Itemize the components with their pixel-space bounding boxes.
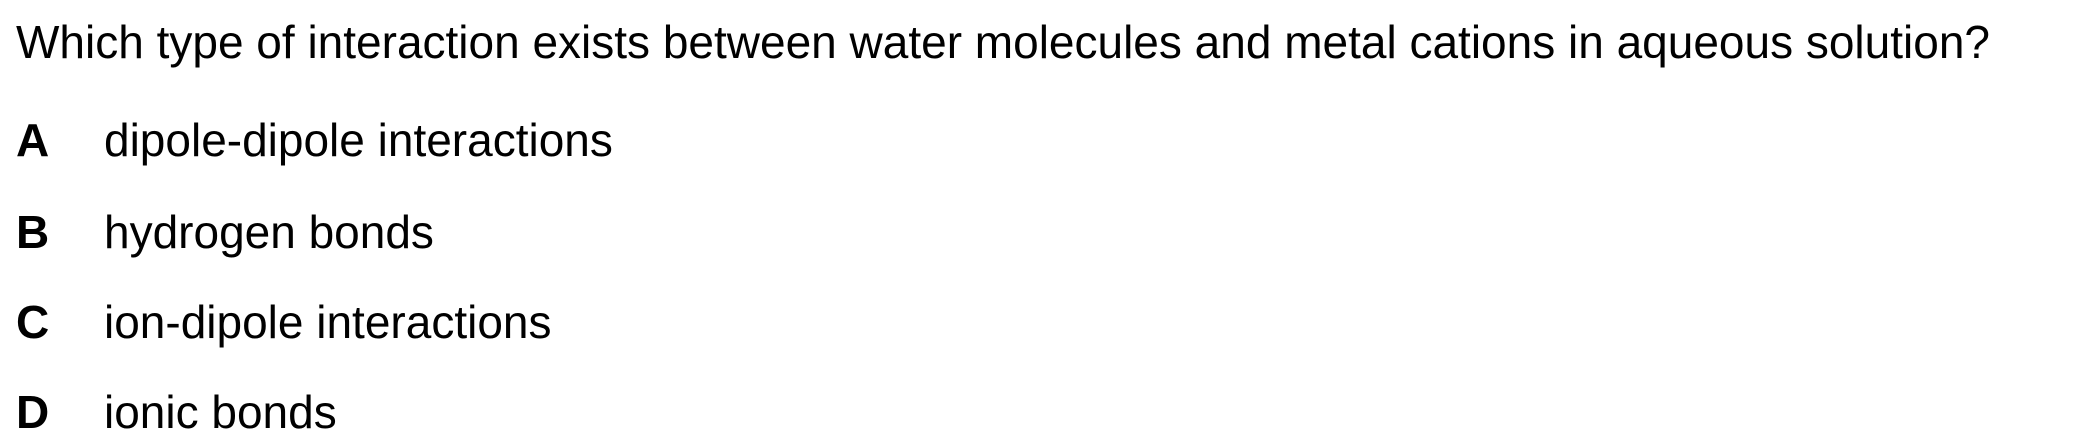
option-letter: B <box>16 206 50 258</box>
option-text: hydrogen bonds <box>104 206 434 258</box>
answer-option-b[interactable] <box>16 202 434 262</box>
answer-option-c[interactable] <box>16 292 552 352</box>
option-text: ionic bonds <box>104 386 337 438</box>
answer-option-d[interactable] <box>16 382 337 442</box>
option-letter: D <box>16 386 50 438</box>
option-text: dipole-dipole interactions <box>104 114 613 166</box>
answer-option-a[interactable] <box>16 110 613 170</box>
option-letter: C <box>16 296 50 348</box>
question-text: Which type of interaction exists between water molecules and metal cations in aqueous solution? <box>16 16 1990 68</box>
option-letter: A <box>16 114 50 166</box>
option-text: ion-dipole interactions <box>104 296 552 348</box>
